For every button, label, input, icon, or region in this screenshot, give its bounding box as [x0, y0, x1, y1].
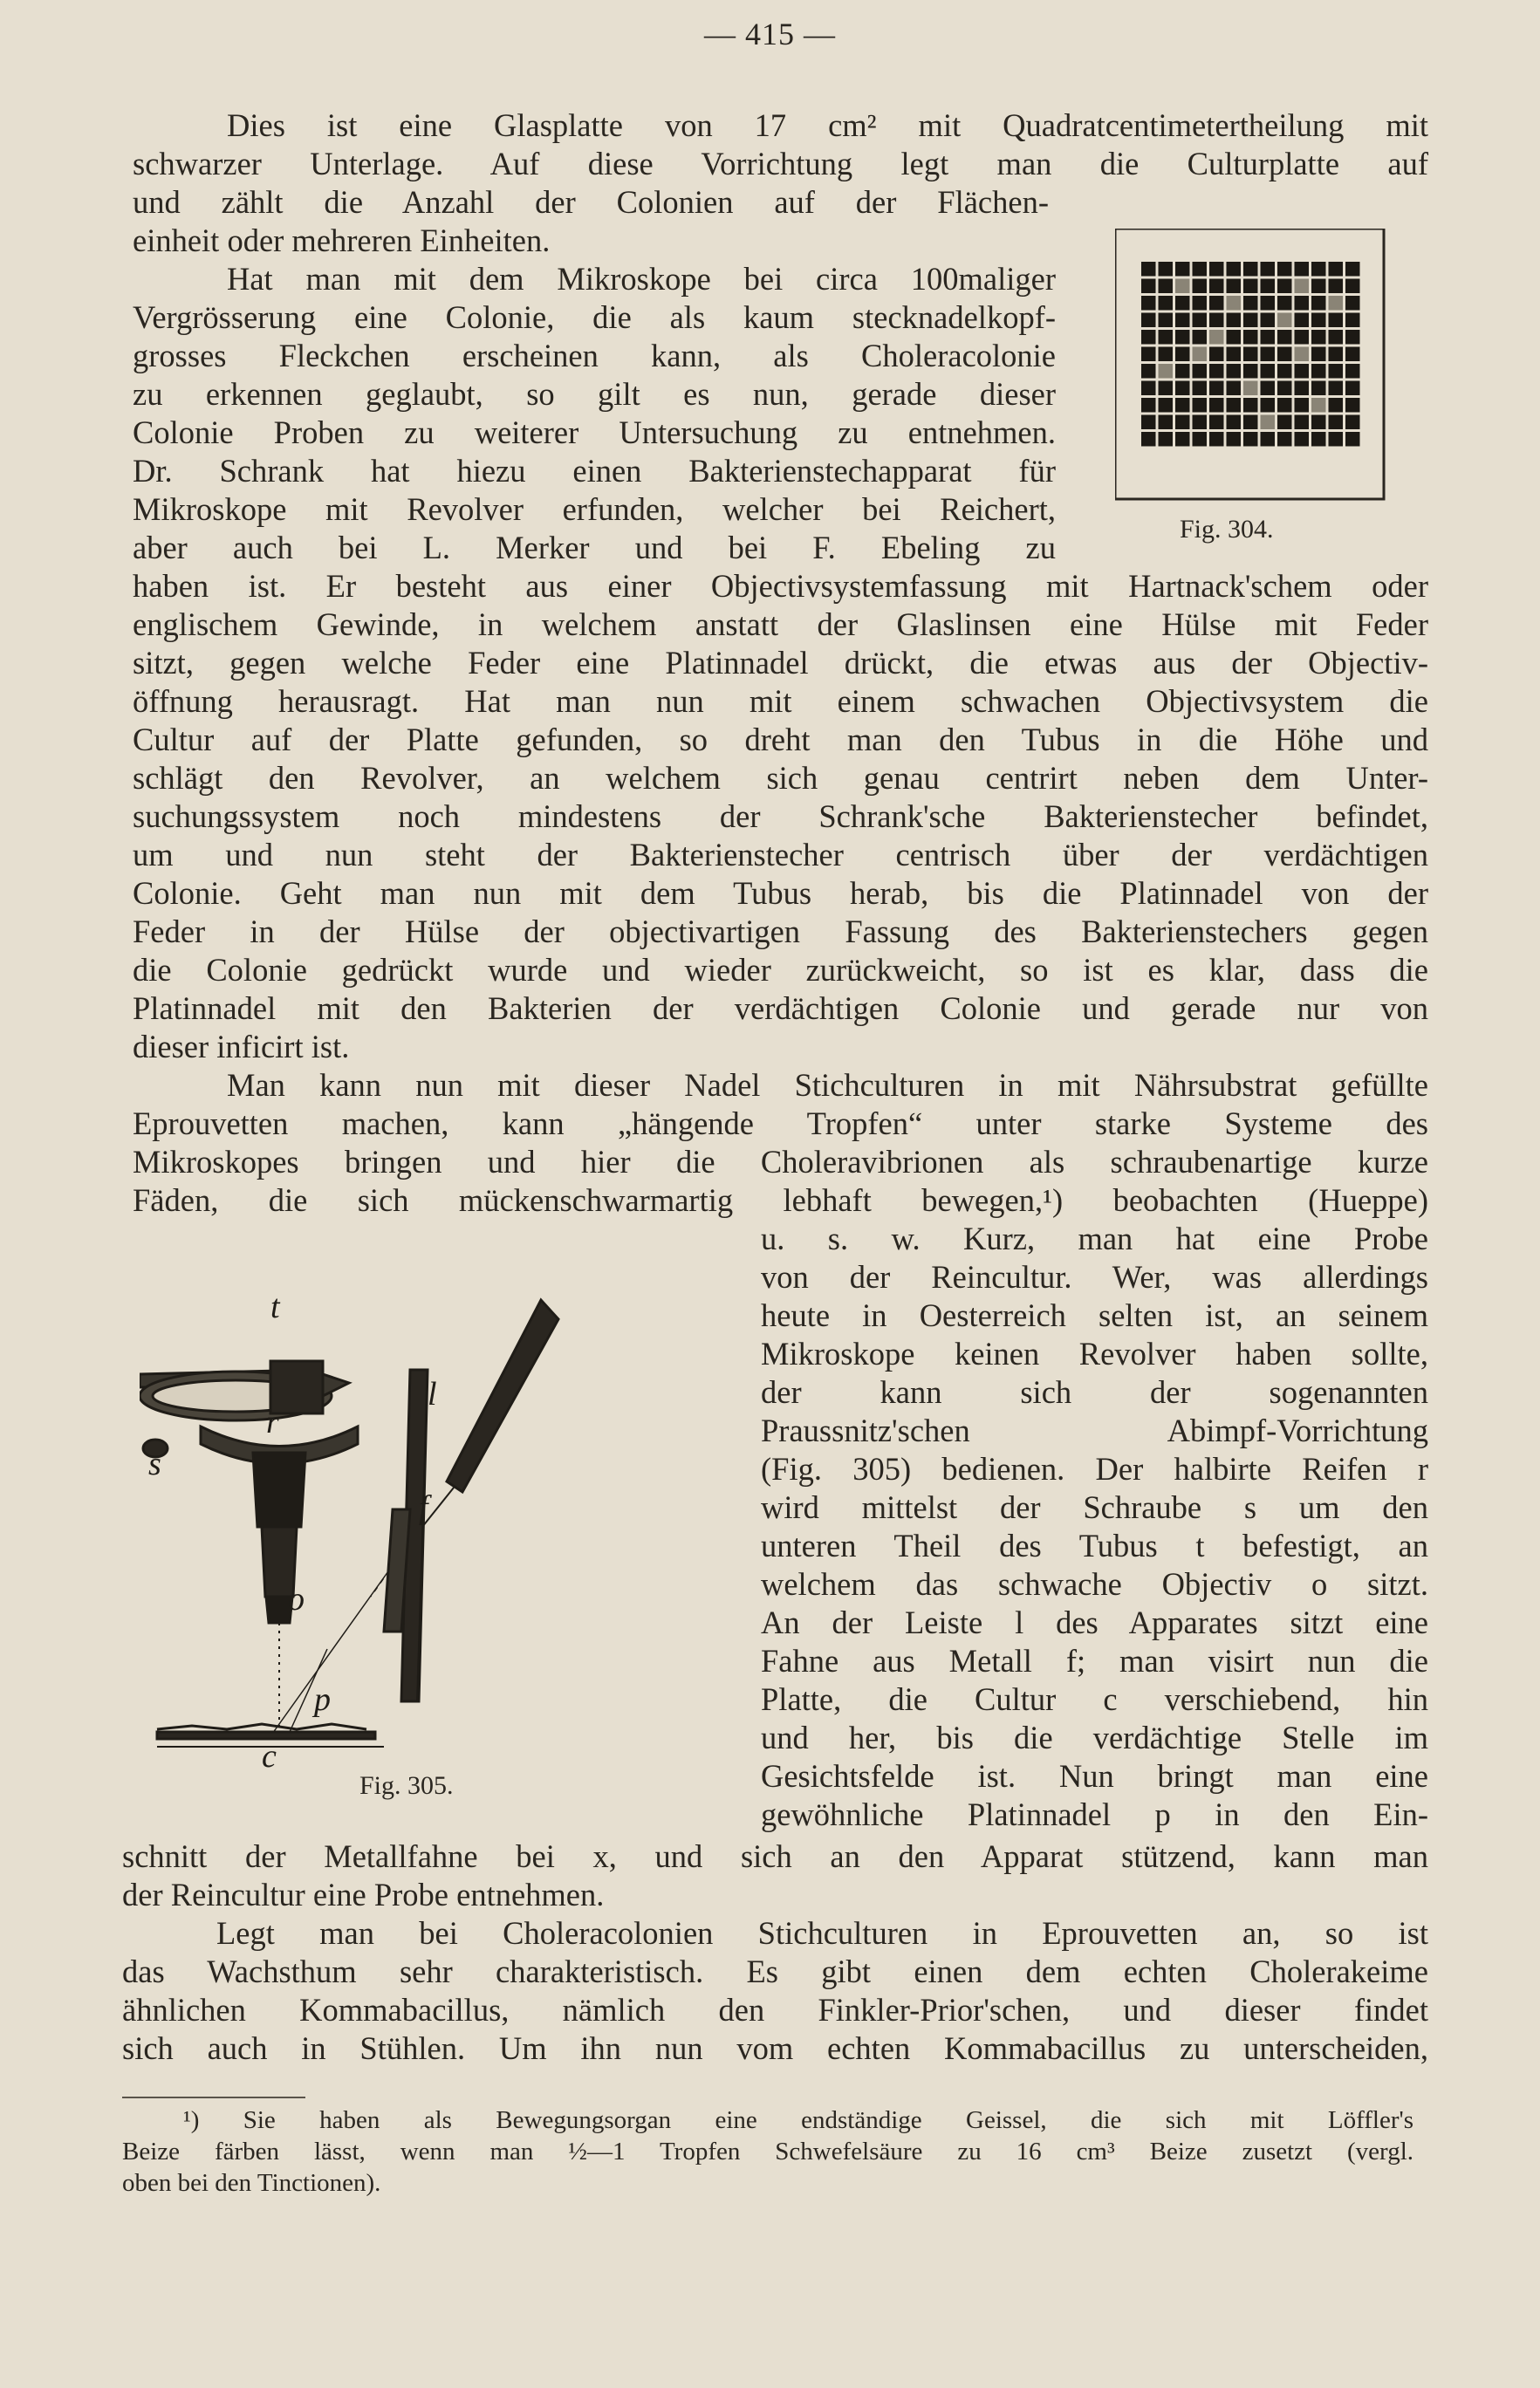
text-line: gewöhnliche Platinnadel p in den Ein-: [761, 1796, 1428, 1832]
grid-cell: [1243, 415, 1258, 430]
grid-cell: [1141, 313, 1156, 328]
text-line: Mikroskopes bringen und hier die Choleravibrionen als schraubenartige kurze: [133, 1144, 1428, 1180]
grid-cell: [1345, 330, 1360, 345]
text-line: haben ist. Er besteht aus einer Objectivsystemfassung mit Hartnack'schem oder: [133, 568, 1428, 604]
text-line: Man kann nun mit dieser Nadel Stichculturen in mit Nährsubstrat gefüllte: [227, 1067, 1428, 1103]
label-c: c: [262, 1738, 277, 1771]
grid-cell: [1311, 330, 1326, 345]
grid-cell: [1277, 347, 1292, 362]
text-line: heute in Oesterreich selten ist, an seinem: [761, 1297, 1428, 1333]
footnote-line: Beize färben lässt, wenn man ½—1 Tropfen Schwefelsäure zu 16 cm³ Beize zusetzt (vergl.: [122, 2138, 1413, 2166]
grid-cell: [1243, 279, 1258, 294]
text-line: wird mittelst der Schraube s um den: [761, 1489, 1428, 1525]
text-line: Legt man bei Choleracolonien Stichculturen in Eprouvetten an, so ist: [216, 1915, 1428, 1951]
grid-cell: [1329, 381, 1344, 396]
text-line: von der Reincultur. Wer, was allerdings: [761, 1259, 1428, 1295]
grid-cell: [1295, 313, 1310, 328]
grid-cell: [1277, 364, 1292, 379]
grid-cell: [1141, 330, 1156, 345]
grid-cell: [1175, 364, 1190, 379]
grid-cell: [1193, 313, 1208, 328]
grid-cell: [1345, 347, 1360, 362]
figure-305-caption: Fig. 305.: [359, 1771, 454, 1800]
text-line: welchem das schwache Objectiv o sitzt.: [761, 1566, 1428, 1602]
figure-304-caption: Fig. 304.: [1180, 515, 1274, 544]
grid-cell: [1227, 279, 1242, 294]
paragraph-3-end: [122, 1837, 1428, 1914]
grid-cell: [1329, 347, 1344, 362]
grid-cell: [1159, 262, 1174, 277]
grid-cell: [1159, 313, 1174, 328]
grid-cell: [1329, 415, 1344, 430]
grid-cell: [1141, 279, 1156, 294]
grid-cell: [1175, 262, 1190, 277]
grid-cell: [1159, 432, 1174, 447]
grid-cell: [1243, 381, 1258, 396]
text-line: aber auch bei L. Merker und bei F. Ebeling zu: [133, 530, 1056, 565]
grid-cell: [1141, 262, 1156, 277]
footnote-line: ¹) Sie haben als Bewegungsorgan eine endständige Geissel, die sich mit Löffler's: [183, 2106, 1413, 2134]
label-p: p: [314, 1681, 331, 1718]
text-line: unteren Theil des Tubus t befestigt, an: [761, 1528, 1428, 1563]
text-line: zu erkennen geglaubt, so gilt es nun, gerade dieser: [133, 376, 1056, 412]
grid-cell: [1209, 364, 1224, 379]
grid-cell: [1175, 279, 1190, 294]
grid-cell: [1243, 347, 1258, 362]
grid-cell: [1261, 364, 1276, 379]
grid-cell: [1261, 347, 1276, 362]
paragraph-2-narrow: [133, 260, 1056, 567]
grid-cell: [1159, 398, 1174, 413]
grid-cell: [1277, 381, 1292, 396]
label-t: t: [270, 1289, 280, 1325]
grid-cell: [1193, 398, 1208, 413]
grid-cell: [1159, 347, 1174, 362]
grid-cell: [1193, 296, 1208, 311]
text-line: Fäden, die sich mückenschwarmartig lebhaft bewegen,¹) beobachten (Hueppe): [133, 1182, 1428, 1218]
text-line: u. s. w. Kurz, man hat eine Probe: [761, 1221, 1428, 1256]
text-line: Gesichtsfelde ist. Nun bringt man eine: [761, 1758, 1428, 1794]
grid-cell: [1141, 347, 1156, 362]
grid-cell: [1141, 364, 1156, 379]
grid-cell: [1175, 347, 1190, 362]
grid-cell: [1227, 347, 1242, 362]
grid-cell: [1329, 330, 1344, 345]
grid-cell: [1193, 432, 1208, 447]
text-line: (Fig. 305) bedienen. Der halbirte Reifen r: [761, 1451, 1428, 1487]
footnote: [122, 2104, 1413, 2199]
grid-cell: [1159, 296, 1174, 311]
grid-cell: [1329, 398, 1344, 413]
grid-cell: [1295, 398, 1310, 413]
grid-cell: [1193, 279, 1208, 294]
grid-cell: [1159, 415, 1174, 430]
label-f: f: [419, 1489, 428, 1526]
page-number: — 415 —: [704, 17, 836, 51]
text-line: die Colonie gedrückt wurde und wieder zurückweicht, so ist es klar, dass die: [133, 952, 1428, 988]
text-line: schnitt der Metallfahne bei x, und sich an den Apparat stützend, kann man: [122, 1838, 1428, 1874]
text-line: suchungssystem noch mindestens der Schrank'sche Bakterienstecher befindet,: [133, 798, 1428, 834]
text-line: und her, bis die verdächtige Stelle im: [761, 1720, 1428, 1755]
grid-cell: [1261, 279, 1276, 294]
grid-cell: [1243, 296, 1258, 311]
text-line: Mikroskope mit Revolver erfunden, welcher bei Reichert,: [133, 491, 1056, 527]
text-line: Dies ist eine Glasplatte von 17 cm² mit Quadratcentimetertheilung mit: [227, 107, 1428, 143]
grid-cell: [1175, 415, 1190, 430]
text-line: schwarzer Unterlage. Auf diese Vorrichtung legt man die Culturplatte auf: [133, 146, 1428, 181]
text-line: und zählt die Anzahl der Colonien auf der Flächen-: [133, 184, 1049, 220]
grid-cell: [1193, 262, 1208, 277]
grid-cell: [1243, 398, 1258, 413]
grid-cell: [1193, 415, 1208, 430]
grid-cell: [1345, 381, 1360, 396]
grid-cell: [1227, 415, 1242, 430]
footnote-line: oben bei den Tinctionen).: [122, 2169, 381, 2197]
grid-cell: [1141, 381, 1156, 396]
grid-cell: [1209, 262, 1224, 277]
grid-cell: [1345, 415, 1360, 430]
grid-cell: [1295, 415, 1310, 430]
text-line: Colonie. Geht man nun mit dem Tubus herab, bis die Platinnadel von der: [133, 875, 1428, 911]
grid-cell: [1175, 381, 1190, 396]
grid-cell: [1311, 347, 1326, 362]
grid-cell: [1243, 313, 1258, 328]
label-r: r: [266, 1404, 279, 1440]
grid-cell: [1209, 381, 1224, 396]
grid-cell: [1345, 296, 1360, 311]
grid-cell: [1159, 279, 1174, 294]
text-line: Feder in der Hülse der objectivartigen Fassung des Bakterienstechers gegen: [133, 913, 1428, 949]
grid-cell: [1277, 432, 1292, 447]
text-line: Platinnadel mit den Bakterien der verdächtigen Colonie und gerade nur von: [133, 990, 1428, 1026]
grid-cell: [1311, 364, 1326, 379]
grid-cell: [1329, 313, 1344, 328]
label-o: o: [288, 1581, 305, 1618]
grid-cell: [1209, 313, 1224, 328]
grid-cell: [1295, 364, 1310, 379]
text-line: Fahne aus Metall f; man visirt nun die: [761, 1643, 1428, 1679]
grid-cell: [1141, 415, 1156, 430]
grid-cell: [1345, 364, 1360, 379]
text-line: Vergrösserung eine Colonie, die als kaum stecknadelkopf-: [133, 299, 1056, 335]
figure-305-apparatus: [140, 1265, 715, 1771]
grid-cell: [1209, 432, 1224, 447]
grid-cell: [1227, 364, 1242, 379]
grid-cell: [1261, 415, 1276, 430]
grid-cell: [1175, 398, 1190, 413]
grid-cell: [1261, 381, 1276, 396]
figure-304-grid-plate: [1115, 229, 1386, 501]
grid-cell: [1311, 296, 1326, 311]
grid-cell: [1261, 262, 1276, 277]
grid-cell: [1141, 398, 1156, 413]
grid-cell: [1175, 432, 1190, 447]
footnote-rule: [122, 2097, 305, 2098]
grid-cell: [1227, 330, 1242, 345]
grid-cell: [1311, 415, 1326, 430]
text-line: Cultur auf der Platte gefunden, so dreht man den Tubus in die Höhe und: [133, 722, 1428, 757]
grid-cell: [1311, 313, 1326, 328]
grid-cell: [1209, 330, 1224, 345]
text-line: Mikroskope keinen Revolver haben sollte,: [761, 1336, 1428, 1372]
text-line: Praussnitz'schen Abimpf-Vorrichtung: [761, 1413, 1428, 1448]
grid-cell: [1159, 364, 1174, 379]
grid-cell: [1311, 279, 1326, 294]
label-s: s: [148, 1446, 161, 1482]
grid-cell: [1295, 432, 1310, 447]
grid-cell: [1277, 313, 1292, 328]
grid-cell: [1261, 313, 1276, 328]
grid-cell: [1345, 313, 1360, 328]
label-l: l: [428, 1376, 437, 1413]
grid-cell: [1159, 381, 1174, 396]
grid-cell: [1295, 296, 1310, 311]
grid-cell: [1277, 330, 1292, 345]
grid-cell: [1295, 347, 1310, 362]
grid-cell: [1209, 279, 1224, 294]
grid-cell: [1295, 279, 1310, 294]
grid-cell: [1227, 296, 1242, 311]
text-line: ähnlichen Kommabacillus, nämlich den Finkler-Prior'schen, und dieser findet: [122, 1992, 1428, 2028]
grid-cell: [1175, 296, 1190, 311]
grid-cell: [1209, 398, 1224, 413]
paragraph-4: [122, 1914, 1428, 2068]
text-line: Dr. Schrank hat hiezu einen Bakterienstechapparat für: [133, 453, 1056, 489]
grid-cell: [1193, 330, 1208, 345]
grid-cell: [1295, 381, 1310, 396]
text-line: Hat man mit dem Mikroskope bei circa 100maliger: [227, 261, 1056, 297]
grid-cell: [1311, 398, 1326, 413]
grid-cell: [1261, 296, 1276, 311]
grid-cell: [1243, 364, 1258, 379]
grid-cell: [1345, 279, 1360, 294]
text-line: englischem Gewinde, in welchem anstatt der Glaslinsen eine Hülse mit Feder: [133, 606, 1428, 642]
grid-cell: [1345, 262, 1360, 277]
grid-cell: [1193, 364, 1208, 379]
grid-cell: [1295, 262, 1310, 277]
grid-cell: [1261, 330, 1276, 345]
grid-cell: [1277, 279, 1292, 294]
grid-cell: [1311, 262, 1326, 277]
grid-cell: [1329, 364, 1344, 379]
text-line: der kann sich der sogenannten: [761, 1374, 1428, 1410]
grid-cell: [1329, 432, 1344, 447]
grid-cell: [1277, 262, 1292, 277]
text-line: schlägt den Revolver, an welchem sich genau centrirt neben dem Unter-: [133, 760, 1428, 796]
grid-cell: [1243, 330, 1258, 345]
grid-cell: [1277, 415, 1292, 430]
paragraph-3-right: [761, 1220, 1428, 1834]
text-line: Platte, die Cultur c verschiebend, hin: [761, 1681, 1428, 1717]
grid-cell: [1175, 313, 1190, 328]
grid-cell: [1193, 347, 1208, 362]
grid-cell: [1227, 313, 1242, 328]
grid-cell: [1227, 398, 1242, 413]
grid-cell: [1193, 381, 1208, 396]
paragraph-3-wide: [133, 1066, 1428, 1220]
grid-cell: [1329, 296, 1344, 311]
text-line: einheit oder mehreren Einheiten.: [133, 222, 551, 258]
grid-cell: [1227, 262, 1242, 277]
text-line: Colonie Proben zu weiterer Untersuchung zu entnehmen.: [133, 414, 1056, 450]
text-line: dieser inficirt ist.: [133, 1029, 350, 1064]
grid-cell: [1311, 381, 1326, 396]
text-line: öffnung herausragt. Hat man nun mit einem schwachen Objectivsystem die: [133, 683, 1428, 719]
grid-cell: [1243, 432, 1258, 447]
text-line: das Wachsthum sehr charakteristisch. Es gibt einen dem echten Cholerakeime: [122, 1954, 1428, 1989]
paragraph-2-wide: [133, 567, 1428, 1066]
text-line: der Reincultur eine Probe entnehmen.: [122, 1877, 605, 1912]
text-line: sich auch in Stühlen. Um ihn nun vom echten Kommabacillus zu unterscheiden,: [122, 2030, 1428, 2066]
grid-cell: [1227, 432, 1242, 447]
grid-cell: [1243, 262, 1258, 277]
grid-cell: [1277, 398, 1292, 413]
grid-cell: [1277, 296, 1292, 311]
text-line: grosses Fleckchen erscheinen kann, als Choleracolonie: [133, 338, 1056, 373]
grid-cell: [1261, 398, 1276, 413]
grid-cell: [1141, 432, 1156, 447]
grid-cell: [1345, 398, 1360, 413]
grid-cell: [1295, 330, 1310, 345]
grid-cell: [1311, 432, 1326, 447]
text-line: An der Leiste l des Apparates sitzt eine: [761, 1605, 1428, 1640]
grid-cell: [1175, 330, 1190, 345]
grid-cell: [1209, 415, 1224, 430]
grid-cell: [1209, 296, 1224, 311]
grid-cell: [1141, 296, 1156, 311]
grid-cell: [1329, 279, 1344, 294]
text-line: sitzt, gegen welche Feder eine Platinnadel drückt, die etwas aus der Objectiv-: [133, 645, 1428, 681]
grid-cell: [1261, 432, 1276, 447]
text-line: Eprouvetten machen, kann „hängende Tropfen“ unter starke Systeme des: [133, 1105, 1428, 1141]
grid-cell: [1345, 432, 1360, 447]
text-line: um und nun steht der Bakterienstecher centrisch über der verdächtigen: [133, 837, 1428, 872]
grid-cell: [1159, 330, 1174, 345]
grid-cell: [1227, 381, 1242, 396]
grid-cell: [1329, 262, 1344, 277]
grid-cell: [1209, 347, 1224, 362]
